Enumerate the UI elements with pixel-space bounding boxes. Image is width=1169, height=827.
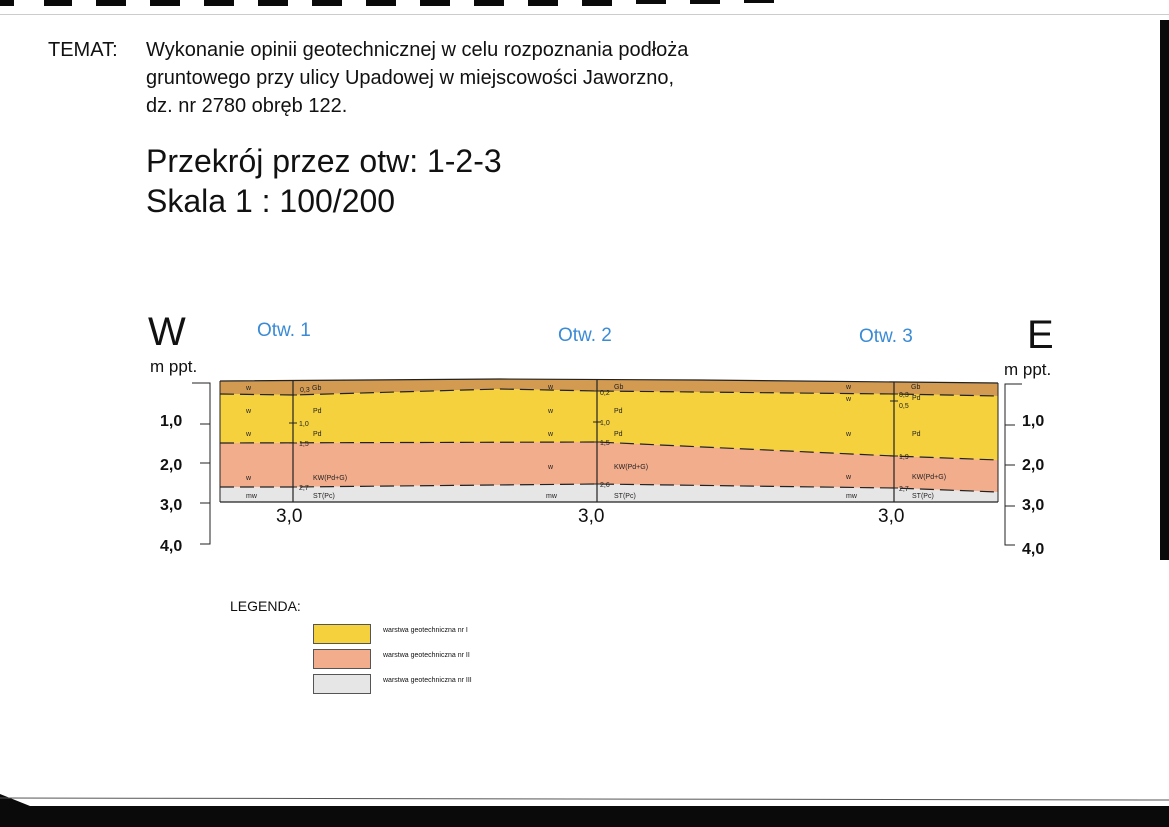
depth-label-right-2: 2,0 — [1022, 457, 1045, 474]
legend-label-layer-2: warstwa geotechniczna nr II — [383, 652, 470, 659]
direction-west: W — [148, 310, 186, 354]
bh1-moisture-4: w — [246, 475, 252, 482]
section-scale: Skala 1 : 100/200 — [146, 183, 396, 219]
bh3-soil-5: ST(Pc) — [912, 493, 934, 500]
borehole-title-3: Otw. 3 — [859, 326, 913, 347]
bh1-moisture-1: w — [246, 385, 252, 392]
subject-line-3: dz. nr 2780 obręb 122. — [146, 95, 348, 117]
legend-title: LEGENDA: — [230, 598, 301, 614]
subject-line-2: gruntowego przy ulicy Upadowej w miejscowości Jaworzno, — [146, 67, 674, 89]
borehole-title-1: Otw. 1 — [257, 320, 311, 341]
bh3-soil-1: Gb — [911, 384, 921, 391]
depth-label-left-2: 2,0 — [160, 457, 183, 474]
bh3-moisture-1: w — [846, 384, 852, 391]
depth-label-left-1: 1,0 — [160, 413, 183, 430]
legend-label-layer-3: warstwa geotechniczna nr III — [383, 677, 472, 684]
bh2-soil-5: ST(Pc) — [614, 493, 636, 500]
bh1-soil-4: KW(Pd+G) — [313, 475, 348, 482]
bh3-total-depth: 3,0 — [878, 506, 905, 527]
bh3-depth-mark-3: 1,9 — [899, 454, 909, 461]
depth-label-right-1: 1,0 — [1022, 413, 1045, 430]
depth-label-right-3: 3,0 — [1022, 497, 1045, 514]
bh3-moisture-3: w — [846, 431, 852, 438]
depth-unit-right: m ppt. — [1004, 360, 1052, 379]
bh2-depth-mark-4: 2,6 — [600, 482, 610, 489]
legend-item-layer-1 — [313, 624, 793, 644]
bh3-soil-4: KW(Pd+G) — [912, 474, 947, 481]
bh1-moisture-3: w — [246, 431, 252, 438]
bh1-total-depth: 3,0 — [276, 506, 303, 527]
bh2-moisture-1: w — [548, 384, 554, 391]
bh1-moisture-5: mw — [246, 493, 257, 500]
legend-swatch-layer-1 — [313, 624, 371, 644]
bh1-soil-3: Pd — [313, 431, 322, 438]
bh1-soil-2: Pd — [313, 408, 322, 415]
bh3-moisture-5: mw — [846, 493, 857, 500]
legend-swatch-layer-3 — [313, 674, 371, 694]
bh2-depth-mark-2: 1,0 — [600, 420, 610, 427]
legend-swatch-layer-2 — [313, 649, 371, 669]
bh2-total-depth: 3,0 — [578, 506, 605, 527]
bh3-depth-mark-1: 0,3 — [899, 392, 909, 399]
bh2-moisture-4: w — [548, 464, 554, 471]
depth-unit-left: m ppt. — [150, 357, 198, 376]
depth-label-left-3: 3,0 — [160, 497, 183, 514]
legend-item-layer-2 — [313, 649, 793, 669]
borehole-title-2: Otw. 2 — [558, 325, 612, 346]
bh3-moisture-2: w — [846, 396, 852, 403]
bh1-depth-mark-3: 1,5 — [299, 441, 309, 448]
depth-label-left-4: 4,0 — [160, 538, 183, 555]
bh3-soil-2: Pd — [912, 395, 921, 402]
bh1-depth-mark-4: 2,7 — [299, 485, 309, 492]
bh1-depth-mark-1: 0,3 — [300, 387, 310, 394]
bh2-depth-mark-1: 0,2 — [600, 390, 610, 397]
bh2-soil-3: Pd — [614, 431, 623, 438]
subject-label: TEMAT: — [48, 39, 118, 61]
legend-label-layer-1: warstwa geotechniczna nr I — [383, 627, 468, 634]
bh1-depth-mark-2: 1,0 — [299, 421, 309, 428]
bh3-depth-mark-2: 0,5 — [899, 403, 909, 410]
bh2-soil-1: Gb — [614, 384, 624, 391]
bh1-soil-1: Gb — [312, 385, 322, 392]
bh2-soil-2: Pd — [614, 408, 623, 415]
bh2-depth-mark-3: 1,5 — [600, 440, 610, 447]
depth-label-right-4: 4,0 — [1022, 541, 1045, 558]
subject-line-1: Wykonanie opinii geotechnicznej w celu rozpoznania podłoża — [146, 39, 689, 61]
bh3-moisture-4: w — [846, 474, 852, 481]
bh2-moisture-3: w — [548, 431, 554, 438]
bh3-depth-mark-4: 2,7 — [899, 486, 909, 493]
bh2-soil-4: KW(Pd+G) — [614, 464, 649, 471]
bh3-soil-3: Pd — [912, 431, 921, 438]
section-title: Przekrój przez otw: 1-2-3 — [146, 143, 502, 179]
bh1-soil-5: ST(Pc) — [313, 493, 335, 500]
bh1-moisture-2: w — [246, 408, 252, 415]
direction-east: E — [1027, 313, 1054, 357]
bh2-moisture-2: w — [548, 408, 554, 415]
legend-item-layer-3 — [313, 674, 793, 694]
bh2-moisture-5: mw — [546, 493, 557, 500]
